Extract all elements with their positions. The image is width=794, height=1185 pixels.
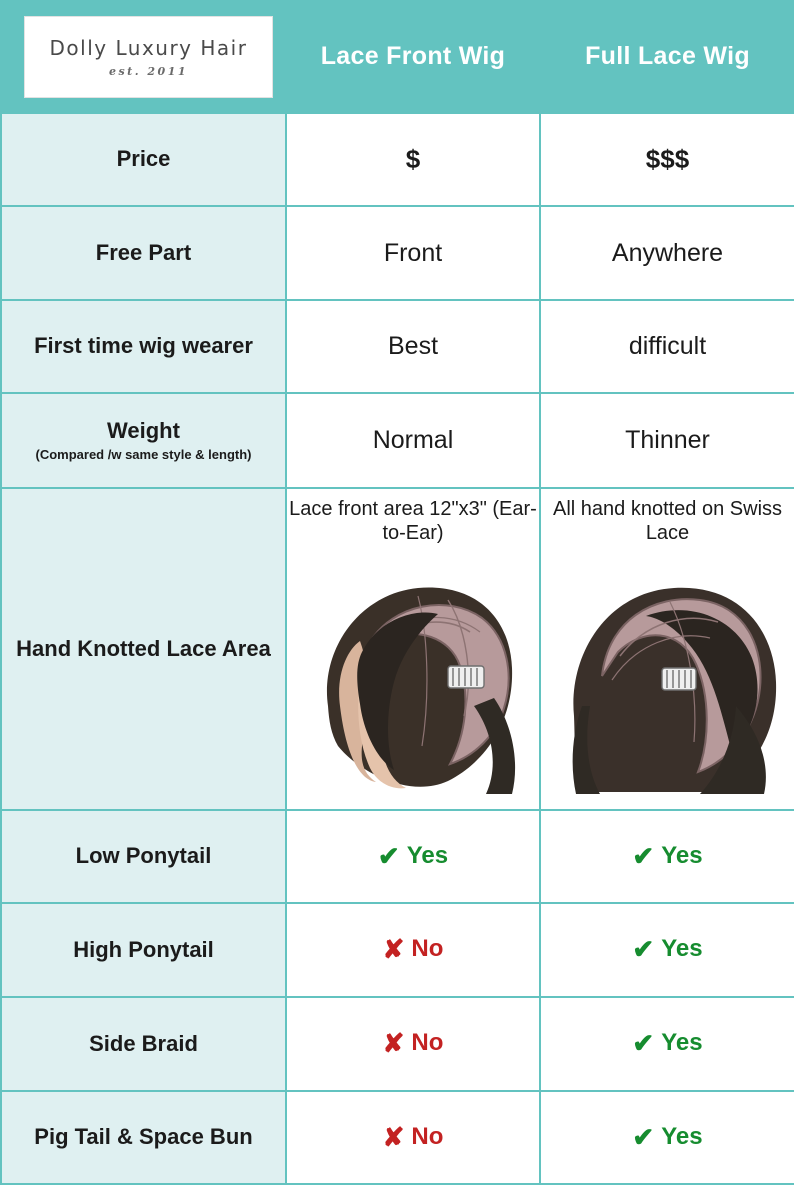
cross-icon: ✘ [382,934,405,964]
row-label-weight-text: Weight [107,417,180,443]
row-label-price: Price [1,113,286,206]
cell-pig-tail-lace-front [286,1091,540,1184]
table-row [1,300,794,393]
status-label: Yes [661,935,703,962]
status-label: Yes [661,1029,703,1056]
status-badge-no [383,1029,444,1057]
status-badge-yes [378,842,448,870]
lace-front-wig-photo [287,551,539,801]
column-header-full-lace: Full Lace Wig [540,1,794,113]
row-label-hand-knotted-lace-area: Hand Knotted Lace Area [1,488,286,810]
cell-lace-area-lace-front [286,488,540,810]
cell-low-ponytail-full-lace [540,810,794,903]
row-label-first-time-wig-wearer: First time wig wearer [1,300,286,393]
cell-low-ponytail-lace-front [286,810,540,903]
row-label-high-ponytail: High Ponytail [1,903,286,997]
cell-free-part-lace-front: Front [286,206,540,300]
status-badge-yes [632,935,702,963]
table-row [1,113,794,206]
check-icon: ✔ [632,840,655,871]
full-lace-wig-photo [541,551,794,801]
status-label: Yes [406,841,449,869]
row-label-weight [1,393,286,488]
cross-icon: ✘ [382,1121,405,1152]
cell-first-time-lace-front: Best [286,300,540,393]
full-lace-wig-illustration [550,556,785,796]
table-row [1,997,794,1091]
status-label: No [411,1122,444,1150]
row-label-weight-note: (Compared /w same style & length) [35,447,252,463]
cross-icon: ✘ [382,1028,405,1058]
cell-pig-tail-full-lace [540,1091,794,1184]
cell-side-braid-lace-front [286,997,540,1091]
brand-established: est. 2011 [108,64,189,78]
status-label: No [411,935,444,962]
row-label-low-ponytail: Low Ponytail [1,810,286,903]
status-badge-yes [632,1029,702,1057]
check-icon: ✔ [632,1121,655,1152]
status-label: Yes [661,841,703,869]
status-badge-yes [632,842,702,870]
check-icon: ✔ [377,840,400,871]
cell-first-time-full-lace: difficult [540,300,794,393]
table-row [1,393,794,488]
caption-full-lace-area: All hand knotted on Swiss Lace [552,498,783,544]
cell-lace-area-full-lace [540,488,794,810]
caption-lace-front-area: Lace front area 12"x3" (Ear-to-Ear) [289,498,537,544]
lace-front-wig-illustration [298,556,528,796]
check-icon: ✔ [632,1028,655,1058]
table-row [1,206,794,300]
table-header-row [1,1,794,113]
cell-free-part-full-lace: Anywhere [540,206,794,300]
cell-high-ponytail-full-lace [540,903,794,997]
status-badge-no [383,1123,444,1151]
cell-weight-full-lace: Thinner [540,393,794,488]
row-label-side-braid: Side Braid [1,997,286,1091]
cell-side-braid-full-lace [540,997,794,1091]
cell-weight-lace-front: Normal [286,393,540,488]
check-icon: ✔ [632,934,655,964]
cell-price-full-lace: $$$ [540,113,794,206]
brand-logo [24,16,273,98]
brand-logo-cell [1,1,286,113]
cell-price-lace-front: $ [286,113,540,206]
table-row [1,810,794,903]
table-row [1,903,794,997]
row-label-pig-tail-space-bun: Pig Tail & Space Bun [1,1091,286,1184]
column-header-lace-front: Lace Front Wig [286,1,540,113]
table-row [1,488,794,810]
status-badge-no [383,935,444,963]
status-label: Yes [661,1122,703,1150]
cell-high-ponytail-lace-front [286,903,540,997]
brand-name: Dolly Luxury Hair [49,35,248,60]
row-label-free-part: Free Part [1,206,286,300]
status-badge-yes [632,1123,702,1151]
table-row [1,1091,794,1184]
status-label: No [411,1029,444,1056]
